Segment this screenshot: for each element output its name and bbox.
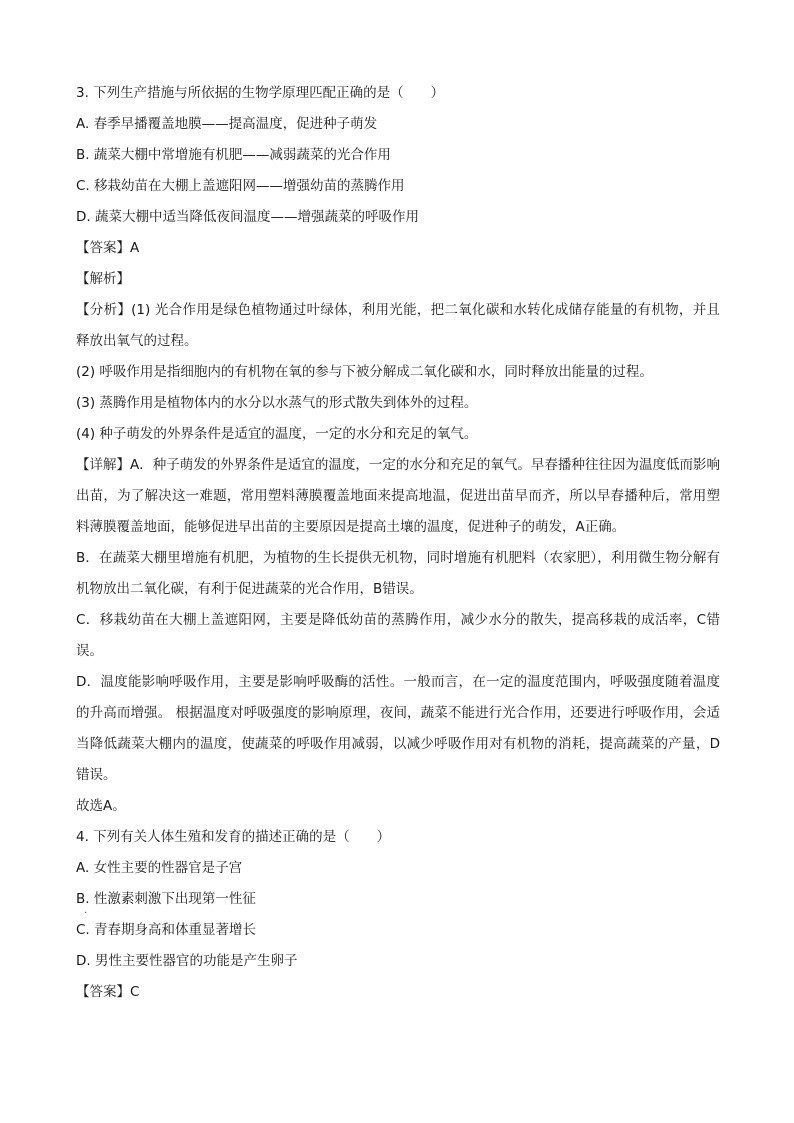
question-3-option-a: A. 春季早播覆盖地膜——提高温度，促进种子萌发 xyxy=(76,116,378,132)
question-4-option-b: B. 性激素刺激下出现第一性征 xyxy=(76,891,256,907)
stray-mark: · xyxy=(84,908,88,919)
question-3-option-b: B. 蔬菜大棚中常增施有机肥——减弱蔬菜的光合作用 xyxy=(76,147,391,163)
question-3-analysis-3: (3) 蒸腾作用是植物体内的水分以水蒸气的形式散失到体外的过程。 xyxy=(76,395,478,411)
document-content xyxy=(76,78,720,1008)
question-3-detail-b: B．在蔬菜大棚里增施有机肥，为植物的生长提供无机物，同时增施有机肥料（农家肥），利用微生物分解有机物放出二氧化碳，有利于促进蔬菜的光合作用，B错误。 xyxy=(76,550,720,597)
question-4-option-a: A. 女性主要的性器官是子宫 xyxy=(76,860,243,876)
question-4-option-c: C. 青春期身高和体重显著增长 xyxy=(76,922,257,938)
question-3-analysis-1: 【分析】(1) 光合作用是绿色植物通过叶绿体，利用光能，把二氧化碳和水转化成储存能量的有机物，并且释放出氧气的过程。 xyxy=(76,302,720,349)
question-3-analysis-4: (4) 种子萌发的外界条件是适宜的温度，一定的水分和充足的氧气。 xyxy=(76,426,478,442)
question-3-analysis-2: (2) 呼吸作用是指细胞内的有机物在氧的参与下被分解成二氧化碳和水，同时释放出能量的过程。 xyxy=(76,364,653,380)
question-3-conclusion: 故选A。 xyxy=(76,798,126,814)
question-3-option-c: C. 移栽幼苗在大棚上盖遮阳网——增强幼苗的蒸腾作用 xyxy=(76,178,405,194)
question-3-detail-a: 【详解】A．种子萌发的外界条件是适宜的温度，一定的水分和充足的氧气。早春播种往往因为温度低而影响出苗，为了解决这一难题，常用塑料薄膜覆盖地面来提高地温，促进出苗早而齐，所以早春播种后，常用塑料薄膜覆盖地面，能够促进早出苗的主要原因是提高土壤的温度，促进种子的萌发，A正确。 xyxy=(76,457,720,535)
question-4-stem: 4. 下列有关人体生殖和发育的描述正确的是（ ） xyxy=(76,829,391,845)
question-4-option-d: D. 男性主要性器官的功能是产生卵子 xyxy=(76,953,298,969)
question-3-option-d: D. 蔬菜大棚中适当降低夜间温度——增强蔬菜的呼吸作用 xyxy=(76,209,419,225)
question-3-analysis-title: 【解析】 xyxy=(76,271,130,287)
question-3-detail-c: C．移栽幼苗在大棚上盖遮阳网，主要是降低幼苗的蒸腾作用，减少水分的散失，提高移栽的成活率，C错误。 xyxy=(76,612,720,659)
question-3-stem: 3. 下列生产措施与所依据的生物学原理匹配正确的是（ ） xyxy=(76,85,445,101)
question-3-answer: 【答案】A xyxy=(76,240,140,256)
question-4-answer: 【答案】C xyxy=(76,984,140,1000)
question-3-detail-d: D．温度能影响呼吸作用，主要是影响呼吸酶的活性。一般而言，在一定的温度范围内，呼吸强度随着温度的升高而增强。 根据温度对呼吸强度的影响原理，夜间，蔬菜不能进行光合作用，还要进行呼吸作用，会适当降低蔬菜大棚内的温度，使蔬菜的呼吸作用减弱，以减少呼吸作用对有机物的消耗，提高蔬菜的产量，D错误。 xyxy=(76,674,720,783)
